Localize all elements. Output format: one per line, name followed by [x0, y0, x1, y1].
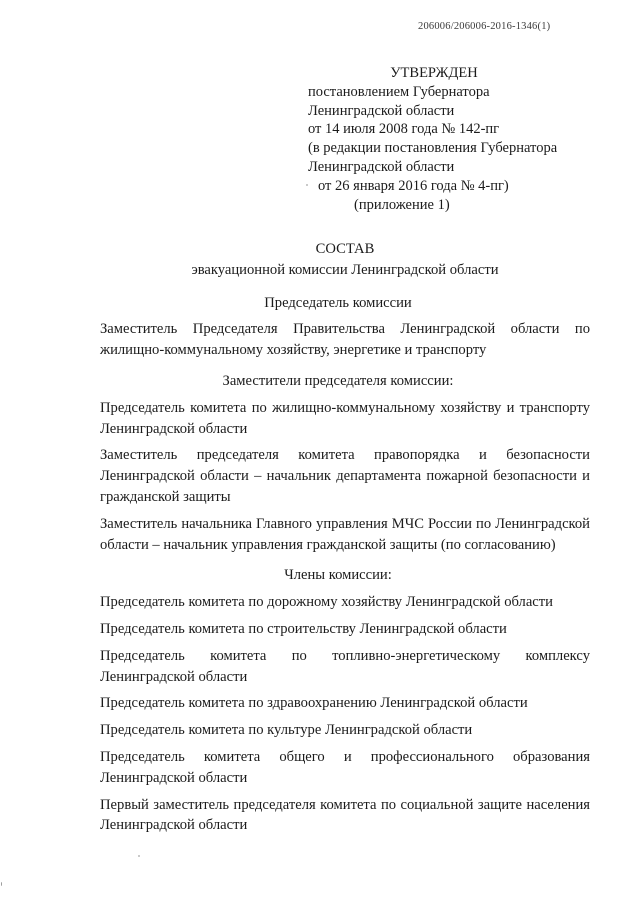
- approval-block: [308, 64, 560, 214]
- document-title-line1: СОСТАВ: [315, 241, 375, 257]
- approval-line: постановлением Губернатора: [308, 83, 490, 100]
- member-entry: Председатель комитета по топливно-энергетическому комплексу Ленинградской области: [100, 647, 590, 685]
- approval-line: (в редакции постановления Губернатора: [308, 140, 558, 157]
- approval-line: от 26 января 2016 года № 4-пг): [318, 177, 509, 194]
- document-title-line2: эвакуационной комиссии Ленинградской области: [191, 261, 499, 278]
- scan-artifact-speck: [306, 184, 308, 186]
- section-heading-members: Члены комиссии:: [284, 567, 392, 584]
- section-heading-deputies: Заместители председателя комиссии:: [222, 372, 454, 389]
- member-entry: Председатель комитета по культуре Ленинградской области: [100, 722, 473, 739]
- member-entry: Председатель комитета общего и профессионального образования Ленинградской области: [100, 748, 590, 786]
- document-body: [100, 239, 590, 842]
- member-entry: Заместитель Председателя Правительства Ленинградской области по жилищно-коммунальному хозяйству, энергетике и транспорту: [100, 321, 590, 359]
- scan-artifact-speck: [138, 855, 140, 857]
- member-entry: Заместитель начальника Главного управления МЧС России по Ленинградской области – начальник управления гражданской защиты (по согласованию): [100, 515, 590, 553]
- approval-line: от 14 июля 2008 года № 142-пг: [308, 121, 500, 138]
- document-title: [100, 239, 590, 281]
- approval-line: (приложение 1): [354, 196, 450, 213]
- member-entry: Первый заместитель председателя комитета по социальной защите населения Ленинградской области: [100, 796, 590, 834]
- section-heading-chairman: Председатель комиссии: [264, 294, 412, 311]
- member-entry: Председатель комитета по дорожному хозяйству Ленинградской области: [100, 594, 553, 611]
- member-entry: Председатель комитета по здравоохранению Ленинградской области: [100, 695, 528, 712]
- member-entry: Председатель комитета по жилищно-коммунальному хозяйству и транспорту Ленинградской области: [100, 399, 590, 437]
- approval-line: Ленинградской области: [308, 102, 455, 119]
- scan-artifact-speck: [1, 882, 2, 886]
- approval-line: УТВЕРЖДЕН: [390, 65, 478, 81]
- document-registration-code: 206006/206006-2016-1346(1): [418, 21, 551, 32]
- member-entry: Заместитель председателя комитета правопорядка и безопасности Ленинградской области – начальник департамента пожарной безопасности и гражданской защиты: [100, 447, 590, 505]
- approval-line: Ленинградской области: [308, 158, 455, 175]
- member-entry: Председатель комитета по строительству Ленинградской области: [100, 620, 507, 637]
